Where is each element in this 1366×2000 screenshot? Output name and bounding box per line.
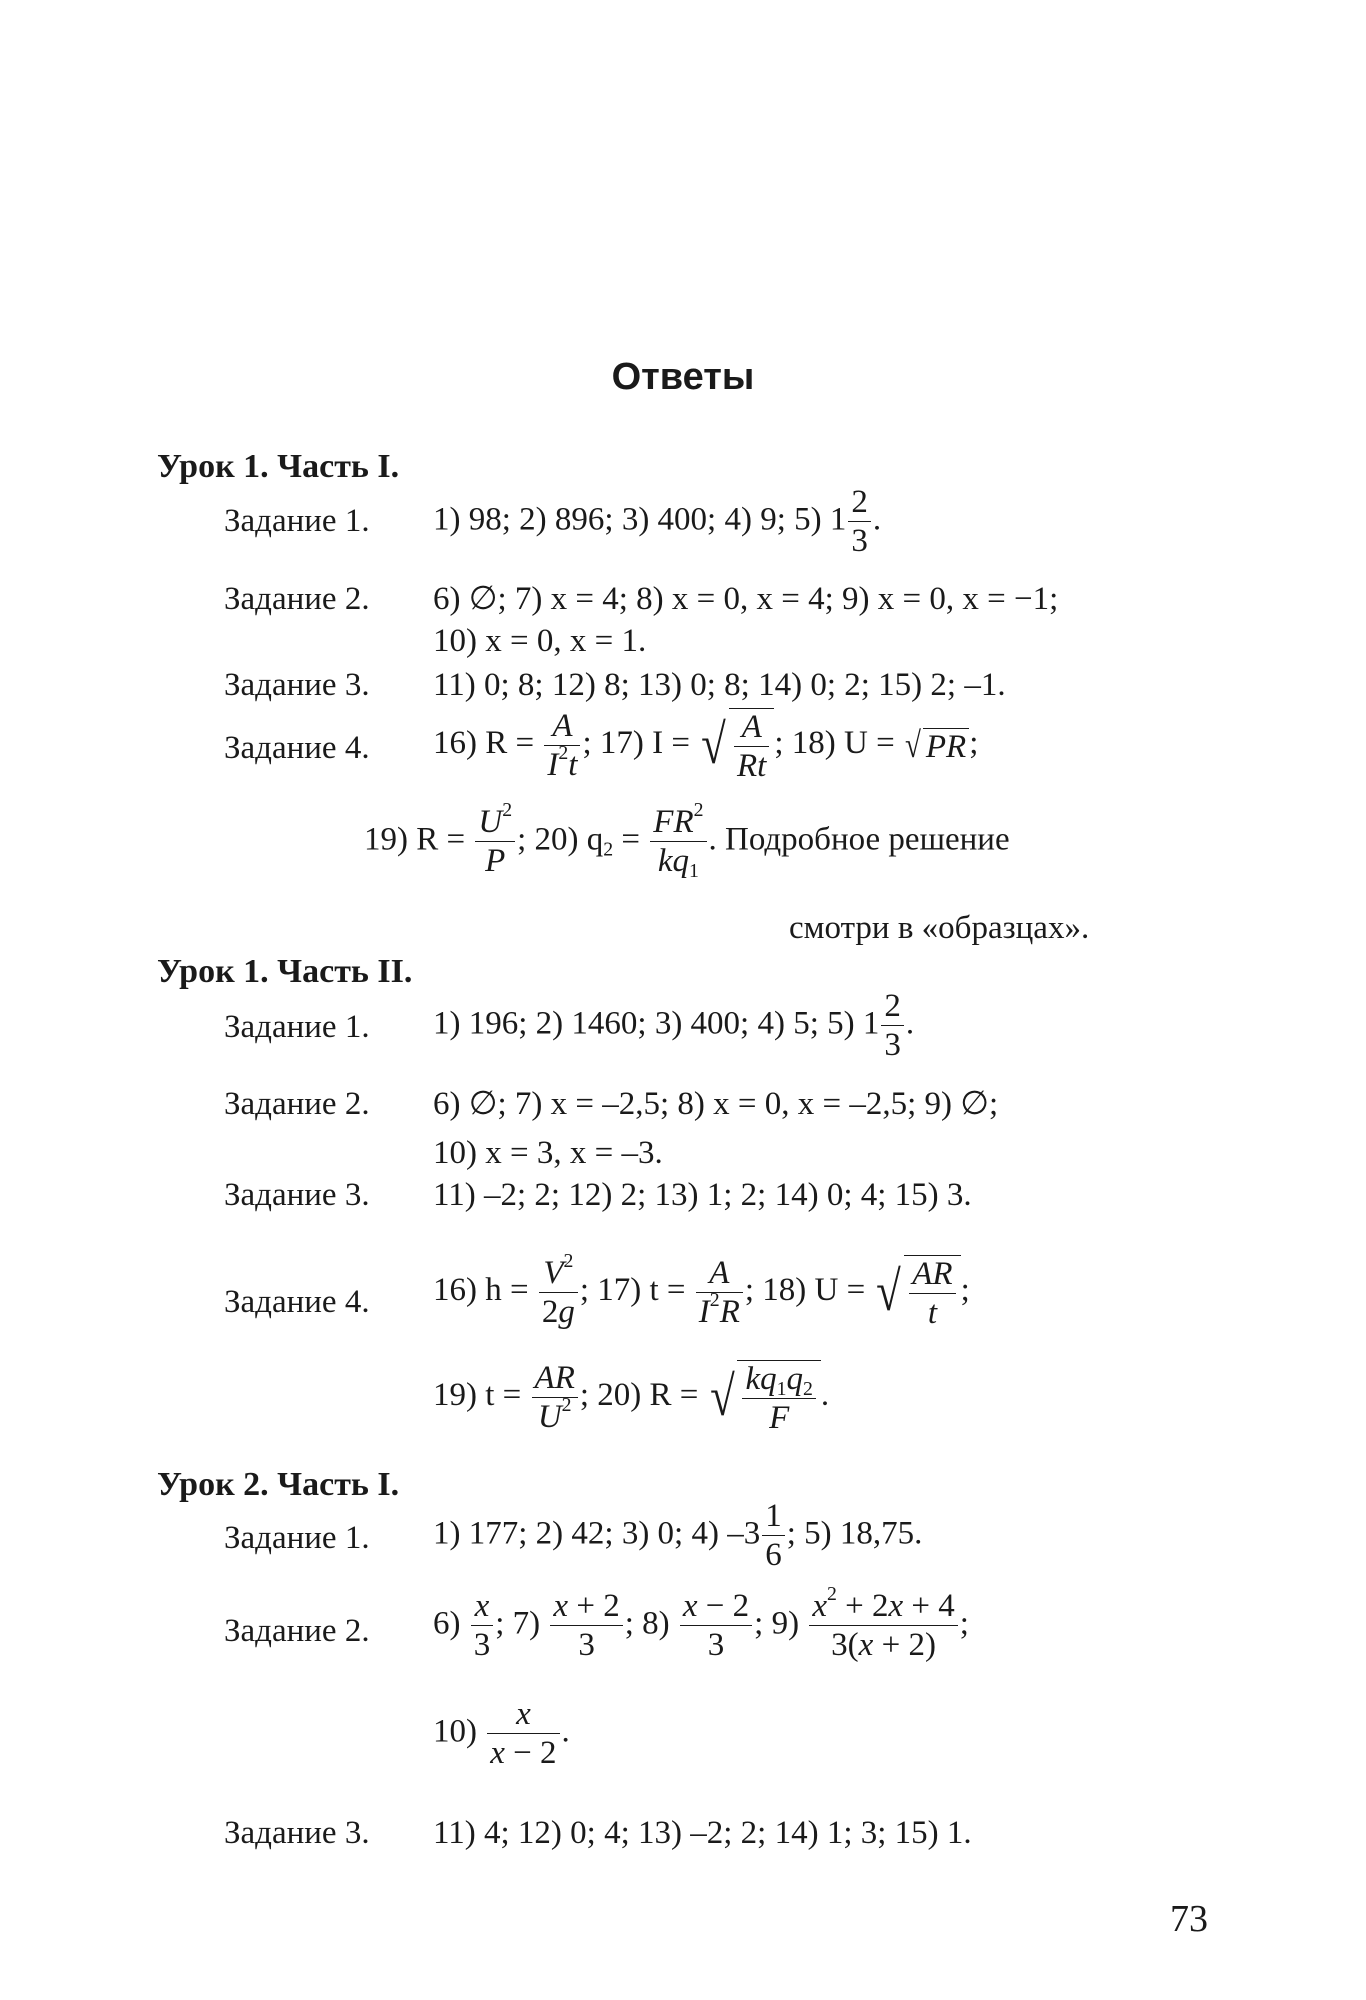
section-heading-lesson1-part1: Урок 1. Часть I. xyxy=(157,448,400,485)
answer-lesson1-part1-task1: 1) 98; 2) 896; 3) 400; 4) 9; 5) 1 $\frac{2}{3}$ . xyxy=(433,484,882,559)
task-label: Задание 1. xyxy=(224,1009,370,1045)
answer-lesson2-part1-task3: 11) 4; 12) 0; 4; 13) –2; 2; 14) 1; 3; 15) 1. xyxy=(433,1815,972,1851)
answer-lesson1-part2-task4-line2: 19) t = $\frac{AR}{U^2}$ ; 20) R = √ $\frac{kq_1q_2}{F}$ . xyxy=(433,1359,830,1436)
task-label: Задание 3. xyxy=(224,667,370,703)
task-label: Задание 4. xyxy=(224,730,370,766)
answer-lesson1-part1-task3: 11) 0; 8; 12) 8; 13) 0; 8; 14) 0; 2; 15) 2; –1. xyxy=(433,667,1006,703)
task-label: Задание 2. xyxy=(224,581,370,617)
answer-lesson2-part1-task2-line2: 10) $\frac{x}{x - 2}$ . xyxy=(433,1696,570,1771)
task-label: Задание 1. xyxy=(224,1520,370,1556)
page-number: 73 xyxy=(1170,1898,1208,1940)
answer-lesson2-part1-task1: 1) 177; 2) 42; 3) 0; 4) –3 $\frac{1}{6}$ ; 5) 18,75. xyxy=(433,1498,923,1573)
task-label: Задание 2. xyxy=(224,1086,370,1122)
task-label: Задание 4. xyxy=(224,1284,370,1320)
section-heading-lesson1-part2: Урок 1. Часть II. xyxy=(157,953,413,990)
answer-lesson1-part2-task4-line1: 16) h = $\frac{V^2}{2g}$ ; 17) t = $\frac{A}{I^2R}$ ; 18) U = √ $\frac{AR}{t}$ ; xyxy=(433,1249,970,1331)
note-see-examples: смотри в «образцах». xyxy=(789,910,1090,946)
page-title: Ответы xyxy=(611,356,755,398)
task-label: Задание 2. xyxy=(224,1613,370,1649)
answer-lesson2-part1-task2-line1: 6) $\frac{x}{3}$ ; 7) $\frac{x + 2}{3}$ ; 8) $\frac{x - 2}{3}$ ; 9) $\frac{x^2 + 2x + 4}{3(x + 2)}$ ; xyxy=(433,1583,969,1663)
answer-lesson1-part1-task4-line1: 16) R = $\frac{A}{I^2t}$ ; 17) I = √ $\frac{A}{Rt}$ ; 18) U = √ PR; xyxy=(433,707,979,784)
answer-lesson1-part1-task2-line2: 10) x = 0, x = 1. xyxy=(433,623,647,659)
answer-lesson1-part2-task3: 11) –2; 2; 12) 2; 13) 1; 2; 14) 0; 4; 15) 3. xyxy=(433,1177,972,1213)
task-label: Задание 3. xyxy=(224,1815,370,1851)
answer-lesson1-part1-task2-line1: 6) ∅; 7) x = 4; 8) x = 0, x = 4; 9) x = 0, x = −1; xyxy=(433,581,1059,617)
task-label: Задание 1. xyxy=(224,503,370,539)
answer-lesson1-part2-task1: 1) 196; 2) 1460; 3) 400; 4) 5; 5) 1 $\frac{2}{3}$ . xyxy=(433,988,915,1063)
answer-lesson1-part1-task4-line2: 19) R = $\frac{U^2}{P}$ ; 20) $q_2$ = $\frac{FR^2}{kq_1}$ . Подробное решение xyxy=(364,799,1010,882)
answer-lesson1-part2-task2-line2: 10) x = 3, x = –3. xyxy=(433,1135,663,1171)
task-label: Задание 3. xyxy=(224,1177,370,1213)
section-heading-lesson2-part1: Урок 2. Часть I. xyxy=(157,1466,400,1503)
answer-lesson1-part2-task2-line1: 6) ∅; 7) x = –2,5; 8) x = 0, x = –2,5; 9) ∅; xyxy=(433,1086,999,1122)
